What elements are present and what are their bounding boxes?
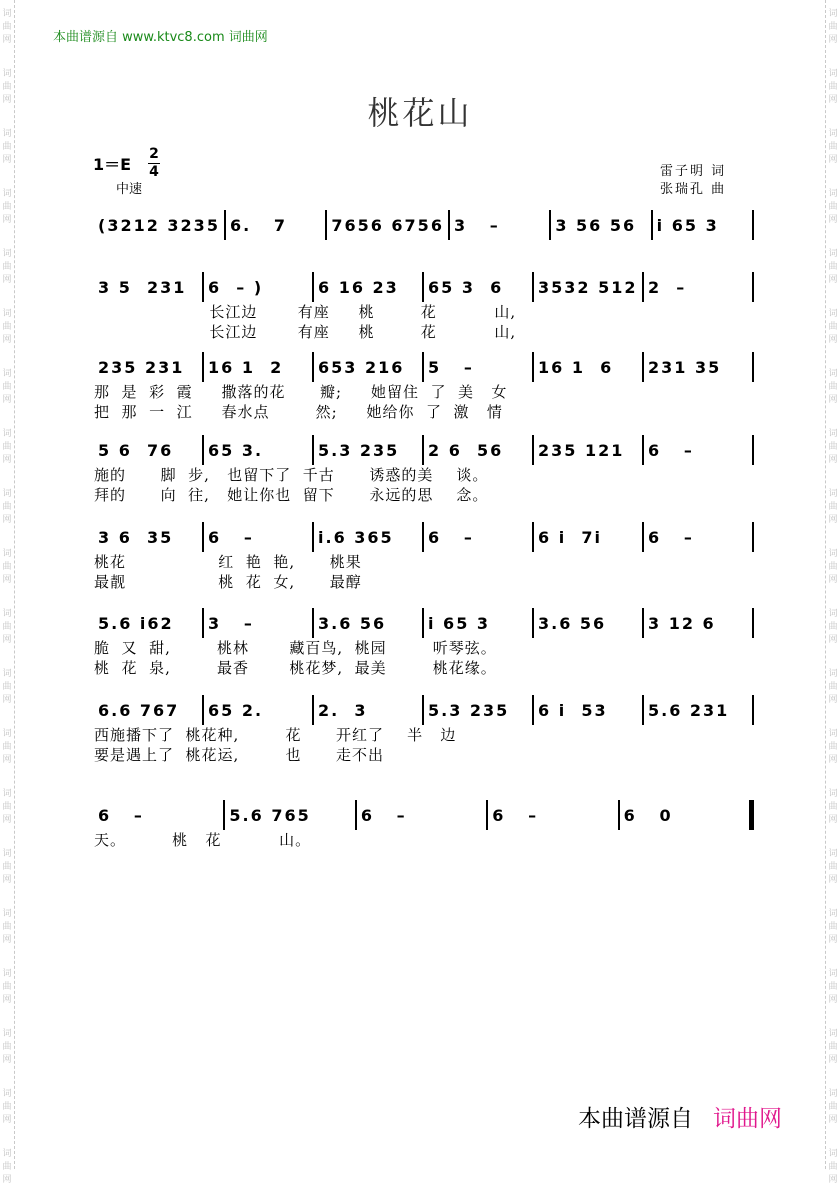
side-watermark-char: 词 [828,909,838,919]
side-watermark-char: 曲 [2,1162,12,1172]
side-watermark-char: 曲 [828,802,838,812]
side-watermark-char: 曲 [828,1162,838,1172]
measure: 3.6 56 [538,613,607,633]
side-watermark-char: 曲 [2,382,12,392]
measure: 6 – [208,527,254,547]
side-watermark-char: 曲 [828,1102,838,1112]
measure: 5.3 235 [318,440,400,460]
measure: i.6 365 [318,527,394,547]
side-watermark-char: 网 [2,155,12,165]
side-watermark-char: 网 [828,95,838,105]
side-watermark-char: 网 [828,455,838,465]
measure: 3 – [208,613,254,633]
side-watermark-char: 网 [828,875,838,885]
notation-line [94,210,754,240]
side-watermark-char: 词 [828,129,838,139]
side-watermark-char: 曲 [2,982,12,992]
measure: 6. 7 [229,215,288,235]
side-watermark-char: 词 [828,789,838,799]
key-signature: 1＝E [93,155,132,174]
side-watermark-char: 曲 [828,442,838,452]
measure: 3 12 6 [648,613,716,633]
side-watermark-char: 网 [828,515,838,525]
measure: 235 231 [98,357,185,377]
side-watermark-char: 词 [2,189,12,199]
side-watermark-char: 网 [828,1115,838,1125]
side-watermark-char: 词 [2,69,12,79]
measure: 5.6 765 [229,805,311,825]
side-watermark-char: 网 [2,575,12,585]
song-title: 桃花山 [367,94,473,132]
side-watermark-char: 网 [828,635,838,645]
measure: 6 i 7i [538,527,602,547]
side-watermark-char: 网 [828,695,838,705]
bar-line [752,352,754,382]
lyric-line: 长江边 有座 桃 花 山, [94,303,517,321]
side-watermark-char: 词 [828,849,838,859]
side-watermark-char: 网 [2,875,12,885]
side-watermark-char: 曲 [828,322,838,332]
score-system [94,435,754,505]
lyricist-credit: 雷子明 词 [660,164,727,179]
side-watermark-char: 词 [828,249,838,259]
measure: 231 35 [648,357,722,377]
measure: 65 3 6 [428,277,504,297]
measure: 235 121 [538,440,625,460]
side-watermark-char: 词 [2,309,12,319]
measure: 5.3 235 [428,700,510,720]
side-watermark-char: 曲 [2,1102,12,1112]
measure: 6 – [492,805,539,825]
notation-line [94,352,754,382]
side-watermark-char: 网 [2,1055,12,1065]
side-watermark-char: 词 [2,489,12,499]
measure: 3.6 56 [318,613,387,633]
notation-line [94,695,754,725]
measure: i 65 3 [656,215,719,235]
side-watermark-char: 网 [828,335,838,345]
measure: 5.6 i62 [98,613,174,633]
bar-line [749,800,754,830]
measure: 3 5 231 [98,277,187,297]
side-watermark-char: 曲 [828,982,838,992]
measure: 2. 3 [318,700,368,720]
time-signature [148,147,160,180]
bar-line [752,522,754,552]
lyric-line: 把 那 一 江 春水点 然; 她给你 了 激 情 [94,403,503,421]
side-watermark-char: 词 [2,969,12,979]
measure: 2 6 56 [428,440,504,460]
side-watermark-char: 词 [828,669,838,679]
measure: 7656 6756 [331,215,444,235]
notation-line [94,272,754,302]
side-watermark-char: 词 [828,489,838,499]
lyric-line: 桃 花 泉, 最香 桃花梦, 最美 桃花缘。 [94,659,497,677]
side-watermark-char: 曲 [2,562,12,572]
side-watermark-char: 曲 [2,682,12,692]
side-watermark-char: 曲 [828,862,838,872]
bottom-watermark-site: 词曲网 [713,1106,782,1132]
side-watermark-char: 词 [2,849,12,859]
notation-line [94,800,754,830]
measure: 6 – ) [208,277,264,297]
measure: 5 6 76 [98,440,174,460]
side-watermark-char: 词 [2,249,12,259]
side-watermark-char: 词 [828,549,838,559]
side-watermark-char: 词 [2,1089,12,1099]
side-watermark-char: 词 [828,609,838,619]
side-watermark-char: 曲 [2,502,12,512]
side-watermark-char: 词 [828,309,838,319]
side-watermark-char: 词 [828,189,838,199]
side-watermark-char: 词 [828,729,838,739]
side-watermark-char: 曲 [2,742,12,752]
score-system [94,210,754,240]
measure: 16 1 2 [208,357,284,377]
side-watermark-char: 曲 [828,622,838,632]
side-watermark-char: 词 [828,1149,838,1159]
side-watermark-char: 词 [2,729,12,739]
side-watermark-char: 曲 [2,22,12,32]
lyric-line: 要是遇上了 桃花运, 也 走不出 [94,746,385,764]
side-watermark-char: 网 [2,815,12,825]
measure: 3532 512 [538,277,638,297]
side-watermark-char: 曲 [828,382,838,392]
side-watermark-char: 词 [2,909,12,919]
bottom-watermark [578,1100,782,1133]
lyric-line: 西施播下了 桃花种, 花 开红了 半 边 [94,726,457,744]
measure: 6 0 [623,805,673,825]
lyric-line: 长江边 有座 桃 花 山, [94,323,517,341]
lyric-line: 天。 桃 花 山。 [94,831,312,849]
notation-line [94,435,754,465]
measure: 3 6 35 [98,527,174,547]
measure: 3 56 56 [555,215,637,235]
side-watermark-char: 曲 [828,82,838,92]
side-watermark-char: 网 [2,755,12,765]
side-watermark-char: 曲 [828,562,838,572]
lyric-line: 脆 又 甜, 桃林 藏百鸟, 桃园 听琴弦。 [94,639,497,657]
side-watermark-char: 曲 [2,1042,12,1052]
side-watermark-char: 网 [2,515,12,525]
side-watermark-char: 曲 [2,202,12,212]
side-watermark-char: 网 [828,155,838,165]
side-watermark-char: 词 [828,429,838,439]
measure: (3212 3235 [98,215,220,235]
measure: 65 2. [208,700,264,720]
side-watermark-char: 词 [2,429,12,439]
side-watermark-char: 曲 [828,142,838,152]
bar-line [752,210,754,240]
side-watermark-char: 词 [2,9,12,19]
measure: 65 3. [208,440,264,460]
top-watermark: 本曲谱源自 www.ktvc8.com 词曲网 [53,30,268,45]
bar-line [752,608,754,638]
side-watermark-char: 词 [2,549,12,559]
side-watermark-char: 词 [828,1029,838,1039]
side-watermark-char: 网 [2,275,12,285]
side-watermark-char: 网 [2,35,12,45]
side-watermark-char: 词 [828,9,838,19]
lyric-line: 施的 脚 步, 也留下了 千古 诱惑的美 谈。 [94,466,489,484]
side-watermark-char: 网 [828,1055,838,1065]
notation-line [94,608,754,638]
side-watermark-char: 词 [2,1149,12,1159]
score-system [94,272,754,342]
side-watermark-char: 曲 [828,922,838,932]
side-watermark-char: 曲 [2,622,12,632]
lyric-line: 最靓 桃 花 女, 最醇 [94,573,362,591]
score-system [94,800,754,850]
measure: 5 – [428,357,474,377]
side-watermark-char: 曲 [2,322,12,332]
side-watermark-char: 网 [828,275,838,285]
side-watermark-char: 曲 [2,262,12,272]
score-system [94,695,754,765]
side-watermark-char: 网 [828,575,838,585]
side-watermark-char: 网 [828,755,838,765]
measure: 16 1 6 [538,357,614,377]
side-watermark-char: 曲 [828,262,838,272]
bar-line [752,272,754,302]
side-watermark-char: 词 [828,969,838,979]
side-watermark-char: 网 [2,95,12,105]
side-watermark-char: 曲 [2,802,12,812]
side-watermark-char: 网 [828,395,838,405]
side-watermark-char: 网 [828,995,838,1005]
side-watermark-char: 网 [2,395,12,405]
side-watermark-char: 网 [828,215,838,225]
side-watermark-char: 网 [2,1175,12,1185]
lyric-line: 拜的 向 往, 她让你也 留下 永远的思 念。 [94,486,489,504]
side-watermark-char: 曲 [828,1042,838,1052]
side-watermark-char: 曲 [2,862,12,872]
side-watermark-char: 网 [2,1115,12,1125]
bottom-watermark-source: 本曲谱源自 [578,1106,693,1132]
measure: 6 – [648,440,694,460]
composer-credit: 张瑞孔 曲 [660,182,727,197]
measure: 6 – [98,805,144,825]
side-watermark-char: 词 [2,129,12,139]
time-signature-bottom: 4 [149,164,159,180]
right-side-watermark [825,0,840,1185]
measure: 6 – [648,527,694,547]
side-watermark-char: 曲 [828,682,838,692]
lyric-line: 那 是 彩 霞 撒落的花 瓣; 她留住 了 美 女 [94,383,508,401]
measure: 6 – [360,805,407,825]
side-watermark-char: 词 [2,789,12,799]
side-watermark-char: 网 [828,1175,838,1185]
side-watermark-char: 曲 [2,142,12,152]
measure: 653 216 [318,357,405,377]
side-watermark-char: 词 [2,1029,12,1039]
left-side-watermark [0,0,15,1185]
measure: 6 16 23 [318,277,399,297]
side-watermark-char: 词 [828,1089,838,1099]
side-watermark-char: 网 [828,35,838,45]
measure: 6 – [428,527,474,547]
side-watermark-char: 网 [828,935,838,945]
side-watermark-char: 网 [828,815,838,825]
score-system [94,522,754,592]
side-watermark-char: 网 [2,695,12,705]
side-watermark-char: 网 [2,635,12,645]
side-watermark-char: 曲 [828,742,838,752]
measure: 5.6 231 [648,700,730,720]
measure: 2 – [648,277,687,297]
measure: i 65 3 [428,613,491,633]
side-watermark-char: 词 [2,369,12,379]
side-watermark-char: 词 [828,69,838,79]
side-watermark-char: 网 [2,455,12,465]
bar-line [752,695,754,725]
bar-line [752,435,754,465]
side-watermark-char: 曲 [828,22,838,32]
measure: 6.6 767 [98,700,180,720]
side-watermark-char: 词 [828,369,838,379]
side-watermark-char: 词 [2,669,12,679]
time-signature-top: 2 [149,146,159,162]
side-watermark-char: 曲 [2,442,12,452]
side-watermark-char: 曲 [828,202,838,212]
side-watermark-char: 曲 [2,922,12,932]
side-watermark-char: 曲 [828,502,838,512]
lyric-line: 桃花 红 艳 艳, 桃果 [94,553,362,571]
side-watermark-char: 曲 [2,82,12,92]
measure: 3 – [453,215,500,235]
side-watermark-char: 网 [2,935,12,945]
notation-line [94,522,754,552]
tempo-marking: 中速 [116,182,143,197]
side-watermark-char: 词 [2,609,12,619]
measure: 6 i 53 [538,700,608,720]
score-system [94,352,754,422]
score-system [94,608,754,678]
side-watermark-char: 网 [2,215,12,225]
side-watermark-char: 网 [2,335,12,345]
side-watermark-char: 网 [2,995,12,1005]
